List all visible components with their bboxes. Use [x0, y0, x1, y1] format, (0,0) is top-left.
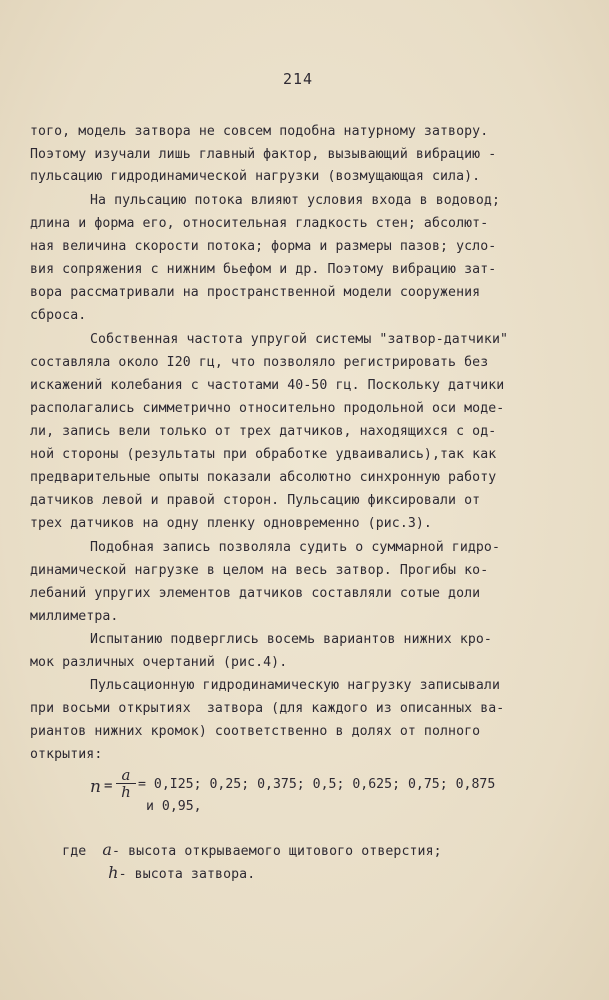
- text-line: Поэтому изучали лишь главный фактор, вызывающий вибрацию -: [30, 147, 497, 162]
- text-line: составляла около I20 гц, что позволяло регистрировать без: [30, 355, 489, 370]
- definition-h-text: - высота затвора.: [118, 867, 256, 882]
- text-line: Собственная частота упругой системы "затвор-датчики": [90, 332, 509, 347]
- definition-h: [76, 849, 255, 899]
- formula-lhs: n: [90, 777, 101, 797]
- formula-fraction: [116, 768, 136, 799]
- text-line: миллиметра.: [30, 609, 119, 624]
- text-line: датчиков левой и правой сторон. Пульсацию фиксировали от: [30, 493, 481, 508]
- text-line: ная величина скорости потока; форма и размеры пазов; усло-: [30, 239, 497, 254]
- definition-a-text: - высота открываемого щитового отверстия;: [112, 844, 442, 859]
- text-line: Пульсационную гидродинамическую нагрузку записывали: [90, 678, 501, 693]
- formula-values-continued: и 0,95,: [146, 799, 202, 814]
- text-line: лебаний упругих элементов датчиков составляли сотые доли: [30, 586, 481, 601]
- text-line: На пульсацию потока влияют условия входа в водовод;: [90, 193, 501, 208]
- text-line: риантов нижних кромок) соответственно в долях от полного: [30, 724, 481, 739]
- text-line: мок различных очертаний (рис.4).: [30, 655, 288, 670]
- text-line: вора рассматривали на пространственной модели сооружения: [30, 285, 481, 300]
- text-line: Подобная запись позволяла судить о суммарной гидро-: [90, 540, 501, 555]
- text-line: ли, запись вели только от трех датчиков, находящихся с од-: [30, 424, 497, 439]
- text-line: сброса.: [30, 308, 87, 323]
- text-line: открытия:: [30, 747, 103, 762]
- formula-denominator: h: [121, 783, 131, 801]
- text-line: располагались симметрично относительно продольной оси моде-: [30, 401, 505, 416]
- formula-equals: =: [104, 778, 113, 794]
- text-line: вия сопряжения с нижним бьефом и др. Поэтому вибрацию зат-: [30, 262, 497, 277]
- formula-numerator: a: [121, 766, 131, 784]
- text-line: трех датчиков на одну пленку одновременно (рис.3).: [30, 516, 432, 531]
- formula-values: = 0,I25; 0,25; 0,375; 0,5; 0,625; 0,75; 0,875: [138, 777, 496, 792]
- opening-ratio-formula: [90, 766, 570, 815]
- page-number: 214: [283, 70, 314, 88]
- symbol-a: a: [102, 840, 113, 859]
- text-line: пульсацию гидродинамической нагрузки (возмущающая сила).: [30, 169, 481, 184]
- text-line: длина и форма его, относительная гладкость стен; абсолют-: [30, 216, 489, 231]
- text-line: ной стороны (результаты при обработке удваивались),так как: [30, 447, 497, 462]
- text-line: при восьми открытиях затвора (для каждого из описанных ва-: [30, 701, 505, 716]
- symbol-h: h: [108, 863, 119, 882]
- text-line: Испытанию подверглись восемь вариантов нижних кро-: [90, 632, 492, 647]
- where-word: где: [62, 844, 87, 859]
- text-line: искажений колебания с частотами 40-50 гц. Поскольку датчики: [30, 378, 505, 393]
- text-line: динамической нагрузке в целом на весь затвор. Прогибы ко-: [30, 563, 489, 578]
- text-line: того, модель затвора не совсем подобна натурному затвору.: [30, 124, 489, 139]
- text-line: предварительные опыты показали абсолютно синхронную работу: [30, 470, 497, 485]
